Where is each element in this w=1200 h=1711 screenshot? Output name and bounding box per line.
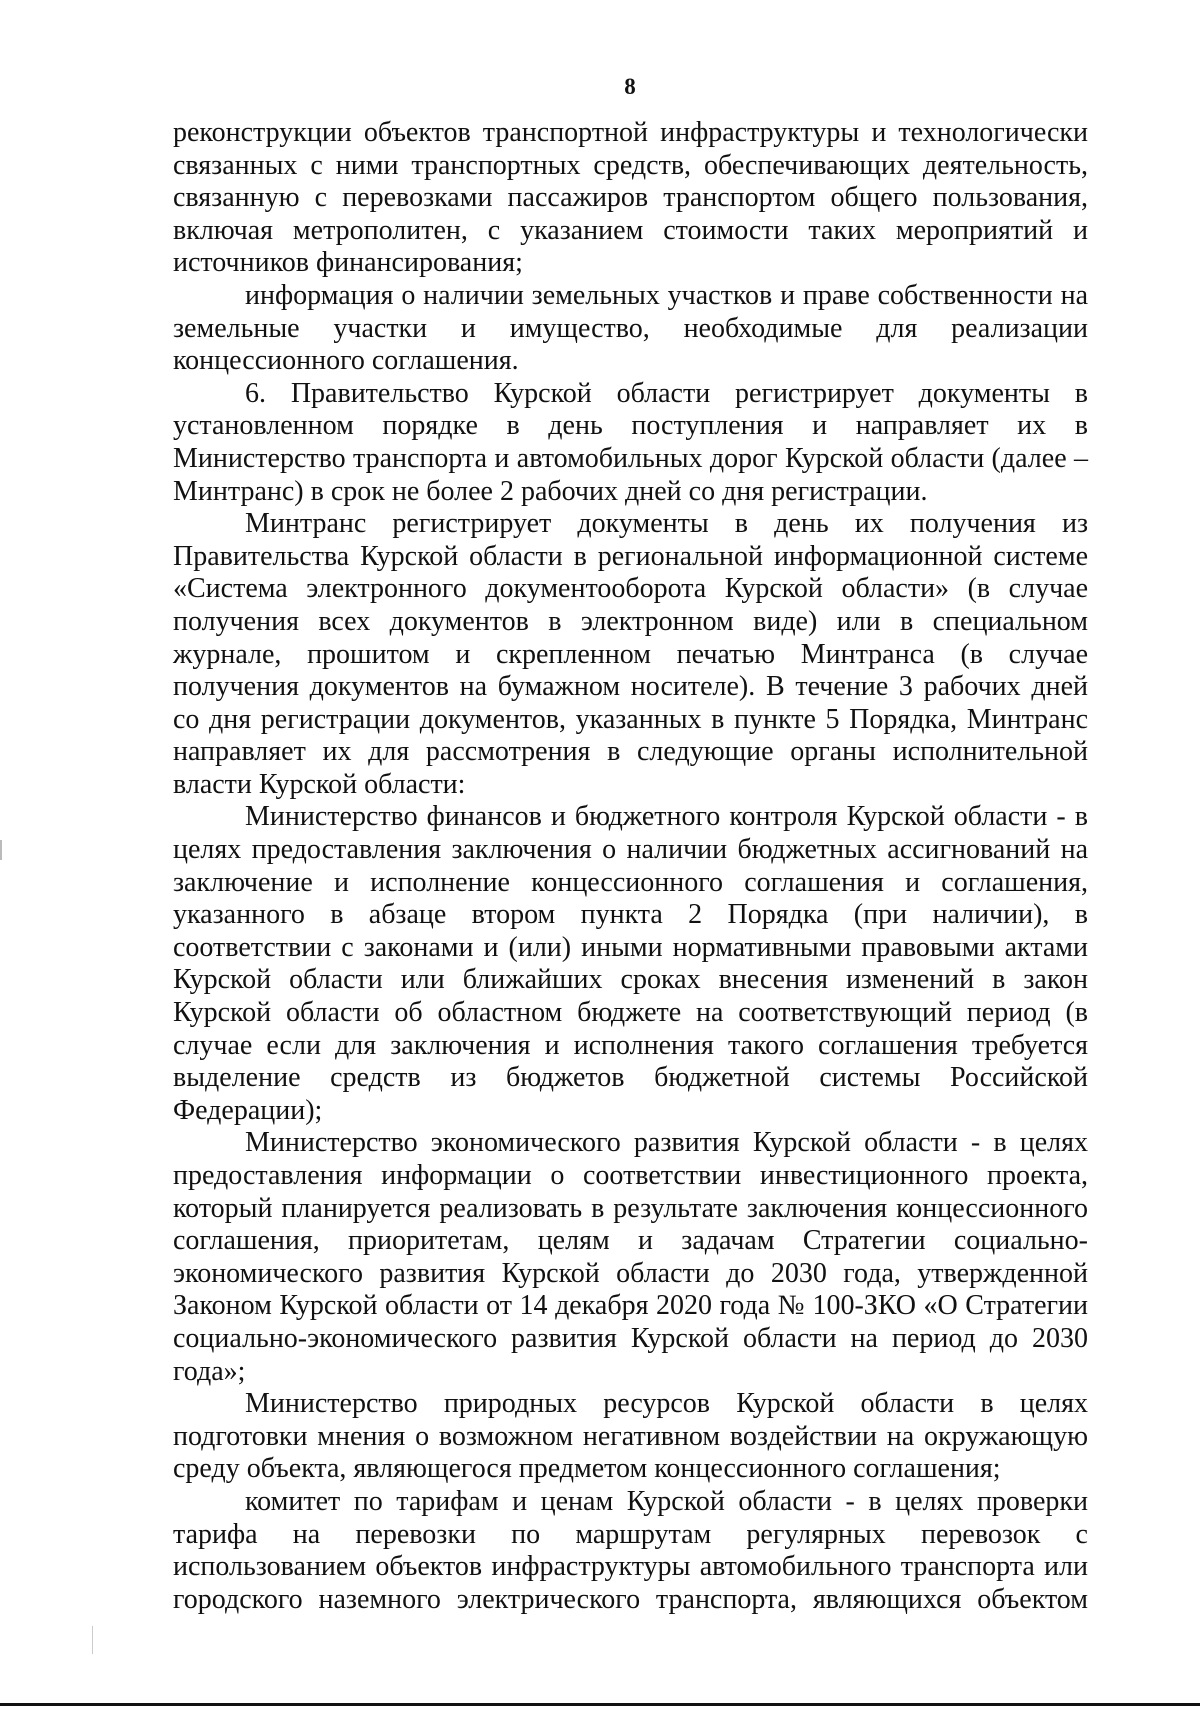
paragraph-tariff-committee: комитет по тарифам и ценам Курской области - в целях проверки тарифа на перевозки по маршрутам регулярных перевозок с использованием объектов инфраструктуры автомобильного транспорта или городского наземного электрического транспорта, являющихся объектом	[173, 1485, 1088, 1615]
scan-margin-mark	[0, 840, 2, 860]
paragraph-ministry-economy: Министерство экономического развития Курской области - в целях предоставления информации о соответствии инвестиционного проекта, который планируется реализовать в результате заключения концессионного соглашения, приоритетам, целям и задачам Стратегии социально-экономического развития Курской области до 2030 года, утвержденной Законом Курской области от 14 декабря 2020 года № 100-ЗКО «О Стратегии социально-экономического развития Курской области на период до 2030 года»;	[173, 1127, 1088, 1387]
scan-margin-mark-bottom	[92, 1626, 93, 1654]
paragraph-continuation: реконструкции объектов транспортной инфраструктуры и технологически связанных с ними транспортных средств, обеспечивающих деятельность, связанную с перевозками пассажиров транспортом общего пользования, включая метрополитен, с указанием стоимости таких мероприятий и источников финансирования;	[173, 117, 1088, 279]
page-number: 8	[624, 74, 636, 99]
paragraph-mintrans-registration: Минтранс регистрирует документы в день их получения из Правительства Курской области в региональной информационной системе «Система электронного документооборота Курской области» (в случае получения всех документов в электронном виде) или в специальном журнале, прошитом и скрепленном печатью Минтранса (в случае получения документов на бумажном носителе). В течение 3 рабочих дней со дня регистрации документов, указанных в пункте 5 Порядка, Минтранс направляет их для рассмотрения в следующие органы исполнительной власти Курской области:	[173, 508, 1088, 800]
document-body	[173, 117, 1088, 1616]
paragraph-ministry-natural-resources: Министерство природных ресурсов Курской области в целях подготовки мнения о возможном негативном воздействии на окружающую среду объекта, являющегося предметом концессионного соглашения;	[173, 1388, 1088, 1485]
paragraph-item-6: 6. Правительство Курской области регистрирует документы в установленном порядке в день поступления и направляет их в Министерство транспорта и автомобильных дорог Курской области (далее – Минтранс) в срок не более 2 рабочих дней со дня регистрации.	[173, 377, 1088, 507]
paragraph-ministry-finance: Министерство финансов и бюджетного контроля Курской области - в целях предоставления заключения о наличии бюджетных ассигнований на заключение и исполнение концессионного соглашения и соглашения, указанного в абзаце втором пункта 2 Порядка (при наличии), в соответствии с законами и (или) иными нормативными правовыми актами Курской области или ближайших сроках внесения изменений в закон Курской области об областном бюджете на соответствующий период (в случае если для заключения и исполнения такого соглашения требуется выделение средств из бюджетов бюджетной системы Российской Федерации);	[173, 801, 1088, 1126]
scan-bottom-edge	[0, 1703, 1200, 1706]
paragraph-land-info: информация о наличии земельных участков и праве собственности на земельные участки и имущество, необходимые для реализации концессионного соглашения.	[173, 279, 1088, 377]
